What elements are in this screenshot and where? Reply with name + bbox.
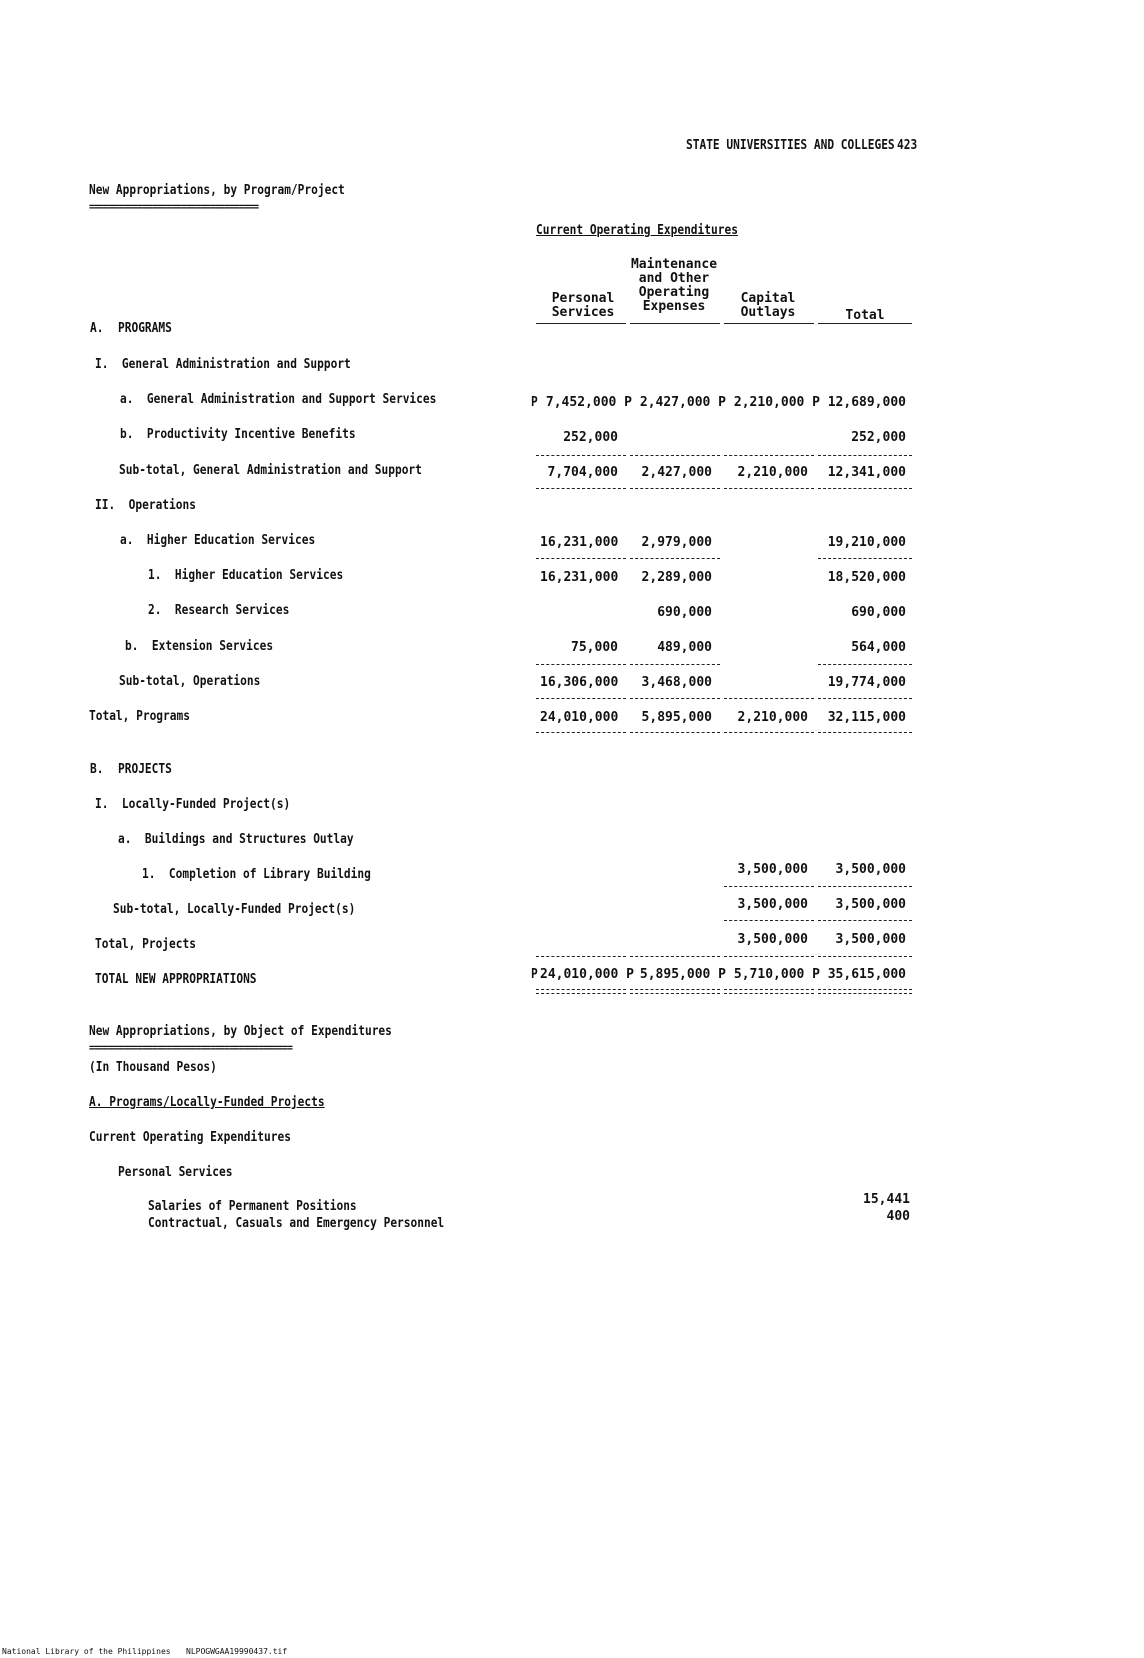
- rule: [536, 956, 626, 957]
- rule: [630, 455, 720, 456]
- rule: [630, 488, 720, 489]
- rule: [630, 698, 720, 699]
- operations-heading: II. Operations: [95, 498, 196, 513]
- item-label-contractual: Contractual, Casuals and Emergency Personnel: [148, 1216, 445, 1231]
- row-label-gas-services: a. General Administration and Support Services: [120, 392, 437, 407]
- rule: [630, 732, 720, 733]
- locally-funded-heading: I. Locally-Funded Project(s): [95, 797, 291, 812]
- grand-total-total: 35,615,000: [827, 967, 906, 982]
- grand-total-mooe: 5,895,000 P: [639, 967, 726, 982]
- research-total: 690,000: [851, 605, 906, 620]
- rule: [818, 488, 912, 489]
- buildings-heading: a. Buildings and Structures Outlay: [118, 832, 354, 847]
- rule: [536, 698, 626, 699]
- column-rule-capital: [724, 323, 814, 324]
- total-programs-total: 32,115,000: [827, 710, 906, 725]
- row-label-research: 2. Research Services: [148, 603, 290, 618]
- row-label-grand-total: TOTAL NEW APPROPRIATIONS: [95, 972, 257, 987]
- rule: [630, 664, 720, 665]
- row-label-productivity: b. Productivity Incentive Benefits: [120, 427, 356, 442]
- library-total: 3,500,000: [835, 862, 906, 877]
- row-label-total-projects: Total, Projects: [95, 937, 196, 952]
- research-mooe: 690,000: [657, 605, 712, 620]
- rule: [630, 558, 720, 559]
- rule: [536, 488, 626, 489]
- footer-file: NLPOGWGAA19990437.tif: [186, 1647, 288, 1656]
- grand-total-personal: 24,010,000 P: [540, 967, 634, 982]
- row-label-gas-subtotal: Sub-total, General Administration and Support: [119, 463, 422, 478]
- rule: [818, 956, 912, 957]
- section2-title-rule: ==========================================: [89, 1041, 293, 1054]
- library-capital: 3,500,000: [737, 862, 808, 877]
- higher-ed-mooe: 2,979,000: [641, 535, 712, 550]
- total-programs-personal: 24,010,000: [540, 710, 619, 725]
- gas-subtotal-mooe: 2,427,000: [641, 465, 712, 480]
- rule: [724, 886, 814, 887]
- section-title-rule: ===================================: [89, 200, 259, 213]
- double-rule: [536, 989, 626, 994]
- current-operating-expenditures: Current Operating Expenditures: [89, 1130, 291, 1145]
- rule: [630, 956, 720, 957]
- column-header-personal-services: Personal Services: [551, 291, 615, 320]
- rule: [818, 698, 912, 699]
- rule: [536, 664, 626, 665]
- rule: [536, 455, 626, 456]
- peso-sign: P: [531, 395, 538, 410]
- rule: [724, 732, 814, 733]
- item-label-salaries: Salaries of Permanent Positions: [148, 1199, 357, 1214]
- gas-subtotal-capital: 2,210,000: [737, 465, 808, 480]
- section-title: New Appropriations, by Program/Project: [89, 183, 345, 198]
- projects-subtotal-capital: 3,500,000: [737, 897, 808, 912]
- projects-letter: B.: [90, 762, 104, 777]
- total-projects-total: 3,500,000: [835, 932, 906, 947]
- gas-services-total: 12,689,000: [827, 395, 906, 410]
- double-rule: [818, 989, 912, 994]
- peso-sign: P: [531, 967, 538, 982]
- grand-total-capital: 5,710,000 P: [733, 967, 820, 982]
- productivity-personal: 252,000: [563, 430, 618, 445]
- total-projects-capital: 3,500,000: [737, 932, 808, 947]
- rule: [724, 698, 814, 699]
- rule: [818, 886, 912, 887]
- rule: [818, 920, 912, 921]
- column-rule-personal: [536, 323, 626, 324]
- column-rule-total: [818, 323, 912, 324]
- rule: [818, 558, 912, 559]
- rule: [724, 488, 814, 489]
- item-value-contractual: 400: [886, 1209, 910, 1224]
- unit-note: (In Thousand Pesos): [89, 1060, 217, 1075]
- column-header-total: Total: [845, 308, 885, 323]
- ops-subtotal-personal: 16,306,000: [540, 675, 619, 690]
- productivity-total: 252,000: [851, 430, 906, 445]
- row-label-higher-ed-1: 1. Higher Education Services: [148, 568, 344, 583]
- row-label-ops-subtotal: Sub-total, Operations: [119, 674, 261, 689]
- rule: [724, 920, 814, 921]
- double-rule: [724, 989, 814, 994]
- gas-subtotal-personal: 7,704,000: [547, 465, 618, 480]
- gas-subtotal-total: 12,341,000: [827, 465, 906, 480]
- personal-services-heading: Personal Services: [118, 1165, 233, 1180]
- row-label-total-programs: Total, Programs: [89, 709, 190, 724]
- higher-ed-1-personal: 16,231,000: [540, 570, 619, 585]
- gas-heading: I. General Administration and Support: [95, 357, 351, 372]
- higher-ed-1-total: 18,520,000: [827, 570, 906, 585]
- column-rule-mooe: [630, 323, 720, 324]
- total-programs-mooe: 5,895,000: [641, 710, 712, 725]
- row-label-library: 1. Completion of Library Building: [142, 867, 371, 882]
- ops-subtotal-total: 19,774,000: [827, 675, 906, 690]
- gas-services-mooe: 2,427,000 P: [639, 395, 726, 410]
- gas-services-personal: 7,452,000 P: [545, 395, 632, 410]
- rule: [818, 664, 912, 665]
- higher-ed-total: 19,210,000: [827, 535, 906, 550]
- section2-subhead: A. Programs/Locally-Funded Projects: [89, 1095, 325, 1110]
- column-header-mooe: Maintenance and Other Operating Expenses: [630, 257, 718, 314]
- rule: [724, 455, 814, 456]
- item-value-salaries: 15,441: [863, 1192, 910, 1207]
- rule: [724, 956, 814, 957]
- extension-personal: 75,000: [571, 640, 618, 655]
- footer-library: National Library of the Philippines: [2, 1647, 171, 1656]
- programs-heading: PROGRAMS: [118, 321, 172, 336]
- rule: [536, 558, 626, 559]
- higher-ed-1-mooe: 2,289,000: [641, 570, 712, 585]
- gas-services-capital: 2,210,000 P: [733, 395, 820, 410]
- running-title: STATE UNIVERSITIES AND COLLEGES: [686, 138, 895, 153]
- extension-total: 564,000: [851, 640, 906, 655]
- rule: [536, 732, 626, 733]
- projects-subtotal-total: 3,500,000: [835, 897, 906, 912]
- projects-heading: PROJECTS: [118, 762, 172, 777]
- row-label-projects-subtotal: Sub-total, Locally-Funded Project(s): [113, 902, 356, 917]
- rule: [818, 732, 912, 733]
- double-rule: [630, 989, 720, 994]
- rule: [818, 455, 912, 456]
- column-header-capital-outlays: Capital Outlays: [740, 291, 796, 320]
- total-programs-capital: 2,210,000: [737, 710, 808, 725]
- programs-letter: A.: [90, 321, 104, 336]
- extension-mooe: 489,000: [657, 640, 712, 655]
- higher-ed-personal: 16,231,000: [540, 535, 619, 550]
- row-label-extension: b. Extension Services: [125, 639, 274, 654]
- row-label-higher-ed: a. Higher Education Services: [120, 533, 316, 548]
- ops-subtotal-mooe: 3,468,000: [641, 675, 712, 690]
- section2-title: New Appropriations, by Object of Expenditures: [89, 1024, 392, 1039]
- column-group-header: Current Operating Expenditures: [536, 223, 738, 238]
- page-number: 423: [897, 138, 918, 153]
